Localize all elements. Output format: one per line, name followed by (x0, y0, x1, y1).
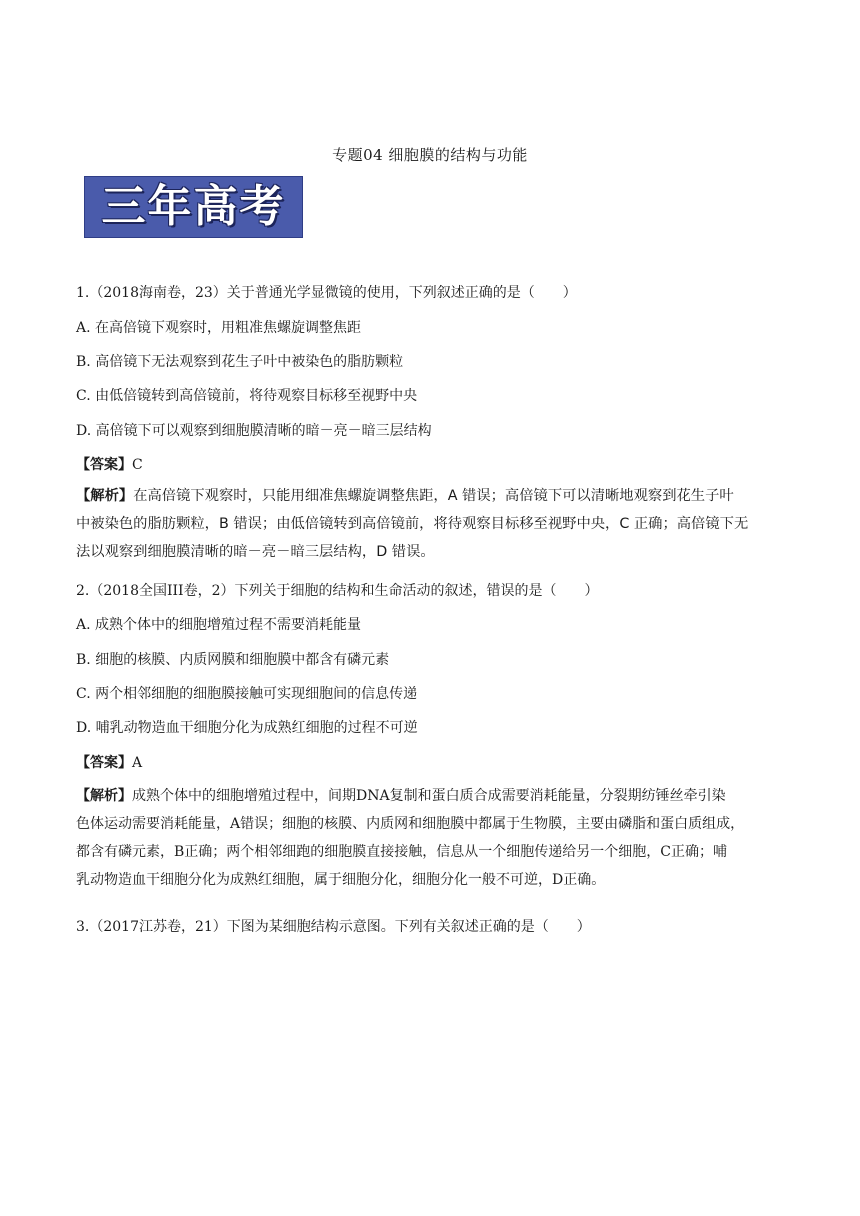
q2-option-a: A. 成熟个体中的细胞增殖过程不需要消耗能量 (76, 617, 362, 633)
q2-analysis-label: 【解析】 (76, 788, 132, 804)
q1-analysis-label: 【解析】 (76, 488, 134, 504)
q3-stem: 3.（2017江苏卷，21）下图为某细胞结构示意图。下列有关叙述正确的是（ ） (76, 919, 591, 935)
page-title: 专题04 细胞膜的结构与功能 (332, 146, 528, 164)
q1-analysis (76, 482, 776, 566)
q2-analysis-line-4: 乳动物造血干细胞分化为成熟红细胞，属于细胞分化，细胞分化一般不可逆，D正确。 (76, 872, 606, 888)
q1-option-c: C. 由低倍镜转到高倍镜前，将待观察目标移至视野中央 (76, 388, 418, 404)
section-banner (84, 176, 303, 238)
q2-answer-label: 【答案】 (76, 755, 132, 771)
q1-answer (76, 458, 143, 472)
q1-stem: 1.（2018海南卷，23）关于普通光学显微镜的使用，下列叙述正确的是（ ） (76, 285, 577, 301)
q2-analysis-line-2: 色体运动需要消耗能量，A错误；细胞的核膜、内质网和细胞膜中都属于生物膜，主要由磷脂和蛋白质组成， (76, 816, 745, 832)
q1-option-a: A. 在高倍镜下观察时，用粗准焦螺旋调整焦距 (76, 320, 362, 336)
q2-answer (76, 756, 142, 770)
q2-stem: 2.（2018全国III卷，2）下列关于细胞的结构和生命活动的叙述，错误的是（ ） (76, 583, 599, 599)
q2-answer-value: A (132, 755, 143, 771)
banner-text: 三年高考 (101, 181, 286, 232)
q1-option-b: B. 高倍镜下无法观察到花生子叶中被染色的脂肪颗粒 (76, 354, 404, 370)
q1-analysis-line-1: 在高倍镜下观察时，只能用细准焦螺旋调整焦距，A 错误；高倍镜下可以清晰地观察到花生子叶 (133, 488, 734, 504)
q2-option-c: C. 两个相邻细胞的细胞膜接触可实现细胞间的信息传递 (76, 686, 418, 702)
q2-option-d: D. 哺乳动物造血干细胞分化为成熟红细胞的过程不可逆 (76, 720, 418, 736)
q2-analysis-line-1: 成熟个体中的细胞增殖过程中，间期DNA复制和蛋白质合成需要消耗能量，分裂期纺锤丝牵引染 (132, 788, 726, 804)
q1-answer-label: 【答案】 (76, 457, 132, 473)
q1-analysis-line-2: 中被染色的脂肪颗粒，B 错误；由低倍镜转到高倍镜前，将待观察目标移至视野中央，C 正确；高倍镜下无 (76, 516, 749, 532)
q2-analysis-line-3: 都含有磷元素，B正确；两个相邻细跑的细胞膜直接接触，信息从一个细胞传递给另一个细胞，C正确；哺 (76, 844, 727, 860)
q1-analysis-line-3: 法以观察到细胞膜清晰的暗－亮－暗三层结构，D 错误。 (76, 544, 435, 560)
q1-answer-value: C (132, 457, 143, 473)
q2-option-b: B. 细胞的核膜、内质网膜和细胞膜中都含有磷元素 (76, 652, 390, 668)
q2-analysis (76, 782, 788, 894)
q1-option-d: D. 高倍镜下可以观察到细胞膜清晰的暗－亮－暗三层结构 (76, 423, 432, 439)
